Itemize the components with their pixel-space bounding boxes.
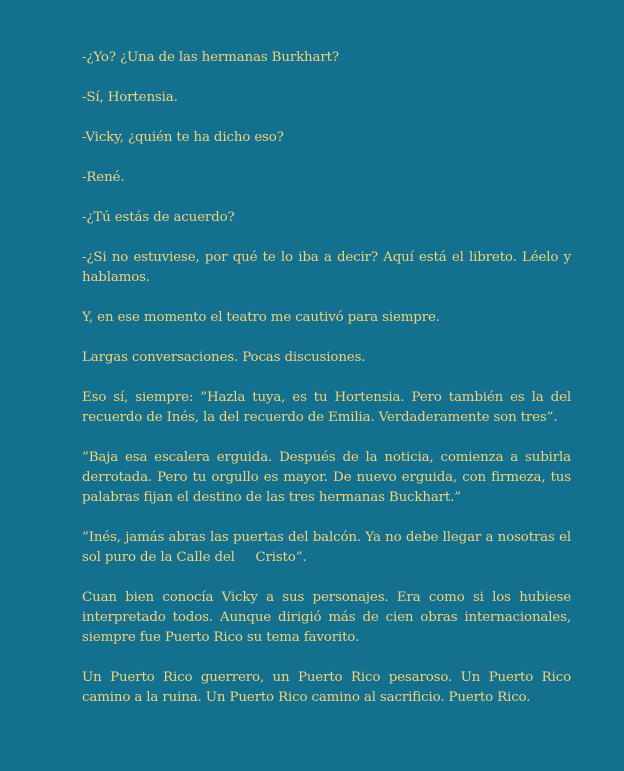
paragraph-3: -Vicky, ¿quién te ha dicho eso? (82, 130, 284, 145)
paragraph-12: Cuan bien conocía Vicky a sus personajes. Era como si los hubiese interpretado todos. Aunque dirigió más de cien obras internacionales, siempre fue Puerto Rico su tema favorito. (82, 590, 571, 645)
paragraph-1: -¿Yo? ¿Una de las hermanas Burkhart? (82, 50, 339, 65)
paragraph-8: Largas conversaciones. Pocas discusiones. (82, 350, 366, 365)
paragraph-5: -¿Tú estás de acuerdo? (82, 210, 235, 225)
paragraph-10: ”Baja esa escalera erguida. Después de la noticia, comienza a subirla derrotada. Pero tu orgullo es mayor. De nuevo erguida, con firmeza, tus palabras fijan el destino de las tres hermanas Buckhart.” (82, 450, 571, 505)
paragraph-11: ”Inés, jamás abras las puertas del balcón. Ya no debe llegar a nosotras el sol puro de la Calle del Cristo”. (82, 530, 576, 565)
paragraph-4: -René. (82, 170, 125, 185)
paragraph-9: Eso sí, siempre: ”Hazla tuya, es tu Hortensia. Pero también es la del recuerdo de Inés, la del recuerdo de Emilia. Verdaderamente son tres”. (82, 390, 571, 425)
paragraph-2: -Sí, Hortensia. (82, 90, 178, 105)
paragraph-6: -¿Si no estuviese, por qué te lo iba a decir? Aquí está el libreto. Léelo y hablamos. (82, 250, 571, 285)
paragraph-13: Un Puerto Rico guerrero, un Puerto Rico pesaroso. Un Puerto Rico camino a la ruina. Un Puerto Rico camino al sacrificio. Puerto Rico. (82, 670, 571, 705)
paragraph-7: Y, en ese momento el teatro me cautivó para siempre. (82, 310, 440, 325)
document-page (82, 48, 576, 728)
